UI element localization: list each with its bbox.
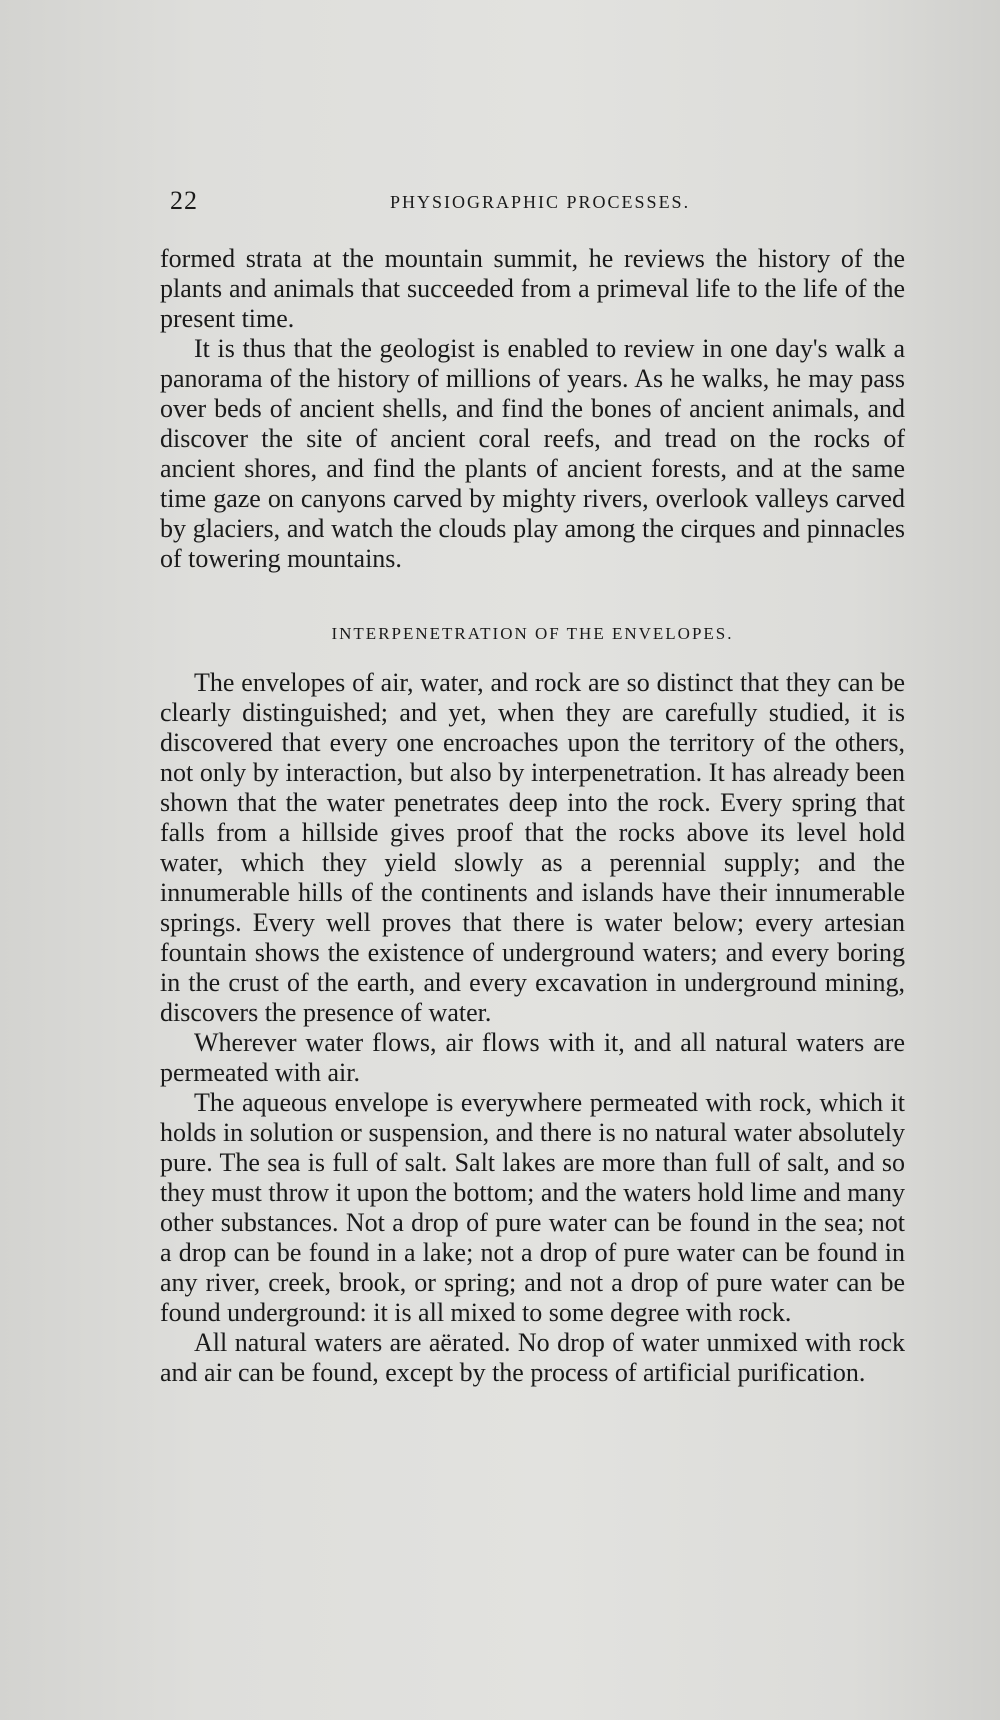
body-text	[160, 244, 905, 1388]
page-header	[170, 186, 900, 226]
page-number: 22	[170, 186, 198, 215]
paragraph: All natural waters are aërated. No drop of water unmixed with rock and air can be found, except by the process of artificial purification.	[160, 1328, 905, 1387]
paragraph: The aqueous envelope is everywhere permeated with rock, which it holds in solution or suspension, and there is no natural water absolutely pure. The sea is full of salt. Salt lakes are more than full of salt, and so they must throw it upon the bottom; and the waters hold lime and many other substances. Not a drop of pure water can be found in the sea; not a drop can be found in a lake; not a drop of pure water can be found in any river, creek, brook, or spring; and not a drop of pure water can be found underground: it is all mixed to some degree with rock.	[160, 1088, 905, 1327]
paragraph: Wherever water flows, air flows with it, and all natural waters are permeated with air.	[160, 1028, 905, 1087]
running-head: PHYSIOGRAPHIC PROCESSES.	[390, 192, 691, 212]
paragraph: It is thus that the geologist is enabled to review in one day's walk a panorama of the history of millions of years. As he walks, he may pass over beds of ancient shells, and find the bones of ancient animals, and discover the site of ancient coral reefs, and tread on the rocks of ancient shores, and find the plants of ancient forests, and at the same time gaze on canyons carved by mighty rivers, overlook valleys carved by glaciers, and watch the clouds play among the cirques and pinnacles of towering mountains.	[160, 334, 905, 573]
paragraph: formed strata at the mountain summit, he reviews the history of the plants and animals that succeeded from a primeval life to the life of the present time.	[160, 244, 905, 333]
paragraph: The envelopes of air, water, and rock are so distinct that they can be clearly distinguished; and yet, when they are carefully studied, it is discovered that every one encroaches upon the territory of the others, not only by interaction, but also by interpenetration. It has already been shown that the water penetrates deep into the rock. Every spring that falls from a hillside gives proof that the rocks above its level hold water, which they yield slowly as a perennial supply; and the innumerable hills of the continents and islands have their innumerable springs. Every well proves that there is water below; every artesian fountain shows the existence of underground waters; and every boring in the crust of the earth, and every excavation in underground mining, discovers the presence of water.	[160, 668, 905, 1027]
section-heading: INTERPENETRATION OF THE ENVELOPES.	[331, 624, 734, 643]
